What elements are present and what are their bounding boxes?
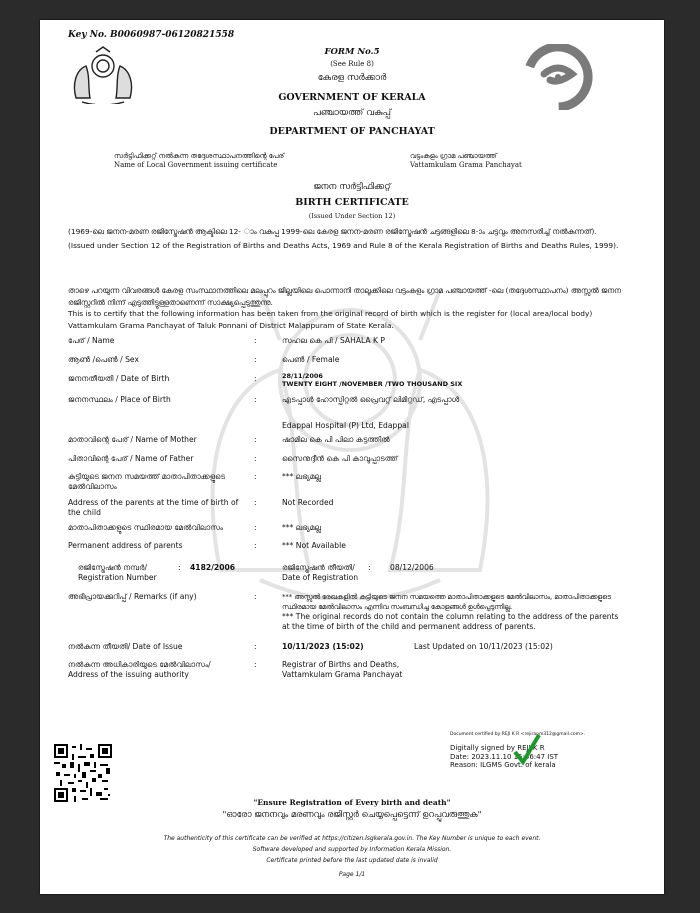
pob-en: Edappal Hospital (P) Ltd, Edappal: [282, 421, 409, 430]
footer-software: Software developed and supported by Information Kerala Mission.: [252, 846, 452, 853]
certificate-page: Key No. B0060987-06120821558 FORM No.5 (See Rule 8) കേരള സർക്കാർ GOVERNMENT OF KERALA പഞ്ചായത്ത് വകുപ്പ് DEPARTMENT OF PANCHAYAT സർട്ടിഫിക്കറ്റ് നൽകുന്ന തദ്ദേശസ്ഥാപനത്തിന്റെ പേര് Name of Local Government issuing certificate വട്ടംകുളം ഗ്രാമ പഞ്ചായത്ത് Vattamkulam Grama Panchayat ജനന സർട്ടിഫിക്കറ്റ് BIRTH CERTIFICATE (Issued Under Section 12) (1969-ലെ ജനന-മരണ രജിസ്ട്രേഷൻ ആക്ടിലെ 12- ാം വകുപ്പ 1999-ലെ കേരള ജനന-മരണ രജിസ്ട്രേഷൻ ചട്ടങ്ങളിലെ 8-ാം ചട്ടവും അനസരിച്ച് നൽകുന്നത്). (Issued under Section 12 of the Registration of Births and Deaths Acts, 1969 and Rule 8 of the Kerala Registration of Births and Deaths Rules, 1999). താഴെ പറയുന്ന വിവരങ്ങൾ കേരള സംസ്ഥാനത്തിലെ മലപ്പുറം ജില്ലയിലെ പൊന്നാനി താലൂക്കിലെ വട്ടംകുളം ഗ്രാമ പഞ്ചായത്ത്‌ -ലെ (തദ്ദേശസ്ഥാപനം) അസ്സൽ ജനന രജിസ്റ്ററിൽ നിന്ന് എടുത്തിട്ടുള്ളതാണെന്ന് സാക്ഷ്യപ്പെടുത്തുന്നു. This is to certify that the following information has been taken from the original record of birth which is the register for (local area/local body) Vattamkulam Grama Panchayat of Taluk Ponnani of District Malappuram of State Kerala. പേര് / Name : സഹല കെ പി / SAHALA K P ആൺ /പെൺ / Sex : പെൺ / Female ജനനതീയതി / Date of Birth : 28/11/2006 TWENTY EIGHT /NOVEMBER /TWO THOUSAND SIX ജനനസ്ഥലം / Place of Birth : എടപ്പാൾ ഹോസ്പിറ്റൽ പ്രൈവറ്റ് ലിമിറ്റഡ്, എടപ്പാൾ Edappal Hospital (P) Ltd, Edappal മാതാവിന്റെ പേര് / Name of Mother : ഷാമില കെ പി പിലാ കട്ടത്തിൽ പിതാവിന്റെ പേര് / Name of Father : സൈനുദ്ദീൻ കെ പി കാവുപ്പാടത്ത് കുട്ടിയുടെ ജനന സമയത്ത് മാതാപിതാക്കളുടെ മേൽവിലാസം : *** ലഭ്യമല്ല Address of the parents at the time of birth of the child : Not Recorded മാതാപിതാക്കളുടെ സ്ഥിരമായ മേൽവിലാസം : *** ലഭ്യമല്ല Permanent address of parents : *** Not Available രജിസ്ട്രേഷൻ നമ്പർ/ Registration Number : 4182/2006 രജിസ്ട്രേഷൻ തീയതി/ Date of Registration : 08/12/2006 അഭിപ്രായക്കുറിപ്പ് / Remarks (if any) : *** അസ്സൽ രേഖകളിൽ കുട്ടിയുടെ ജനന സമയത്തെ മാതാപിതാക്കളുടെ മേൽവിലാസം, മാതാപിതാക്കളുടെ സ്ഥിരമായ മേൽവിലാസം എന്നിവ സംബന്ധിച്ച കോളങ്ങൾ ഉൾപ്പെടുന്നില്ല. *** The original records do not contain the column relating to the address of the parents at the time of birth of the child and permanent address of parents. നൽകുന്ന തീയതി/ Date of Issue : 10/11/2023 (15:02) Last Updated on 10/11/2023 (15:02) നൽകുന്ന അധികാരിയുടെ മേൽവിലാസം/ Address of the issuing authority : Registrar of Births and Deaths, Vattamkulam Grama Panchayat Document certified by REJI K R <rejirapm312@gmail.com>. Digitally signed by REJI K R Date: 2023.11.10 15:56:47 IST Reason: ILGMS Govt. of kerala "Ensure Registration of Every birth and death" "ഓരോ ജനനവും മരണവും രജിസ്റ്റർ ചെയ്യപ്പെട്ടെന്ന് ഉറപ്പുവരുത്തുക" The authenticity of this certificate can be verified at https://citizen.lsgkerala.gov.in. The Key Number is unique to each event. Software developed and supported by Information Kerala Mission. Certificate printed before the last updated date is invalid Page 1/1: [40, 20, 664, 894]
intro-para-2: [68, 285, 634, 331]
dob-value: 28/11/2006: [282, 372, 323, 380]
ensure-registration-ml: "ഓരോ ജനനവും മരണവും രജിസ്റ്റർ ചെയ്യപ്പെട്ടെന്ന് ഉറപ്പുവരുത്തുക": [222, 810, 482, 820]
birth-certificate-ml: ജനന സർട്ടിഫിക്കറ്റ്: [313, 182, 391, 192]
signature-line-2: Date: 2023.11.10 15:56:47 IST: [450, 752, 559, 761]
page-number: Page 1/1: [338, 871, 366, 878]
intro-para-1: [68, 226, 634, 251]
authority-value-2: Vattamkulam Grama Panchayat: [282, 670, 403, 679]
reg-date-label-en: Date of Registration: [282, 573, 359, 582]
reg-no-label-en: Registration Number: [78, 573, 157, 582]
panchayat-dept-ml: പഞ്ചായത്ത് വകുപ്പ്: [313, 108, 391, 118]
issued-under: (Issued Under Section 12): [308, 212, 396, 220]
lg-label: [114, 152, 354, 169]
authority-label-en: Address of the issuing authority: [68, 670, 189, 679]
form-number: FORM No.5: [324, 47, 380, 57]
authority-value-1: Registrar of Births and Deaths,: [282, 660, 400, 669]
para1-ml: (1969-ലെ ജനന-മരണ രജിസ്ട്രേഷൻ ആക്ടിലെ 12- ാം വകുപ്പ 1999-ലെ കേരള ജനന-മരണ രജിസ്ട്രേഷൻ ചട്ടങ്ങളിലെ 8-ാം ചട്ടവും അനസരിച്ച് നൽകുന്നത്).: [68, 227, 597, 236]
kerala-sarkar-ml: കേരള സർക്കാർ: [317, 73, 387, 83]
remarks-ml: *** അസ്സൽ രേഖകളിൽ കുട്ടിയുടെ ജനന സമയത്തെ മാതാപിതാക്കളുടെ മേൽവിലാസം, മാതാപിതാക്കളുടെ സ്ഥിരമായ മേൽവിലാസം എന്നിവ സംബന്ധിച്ച കോളങ്ങൾ ഉൾപ്പെടുന്നില്ല.: [282, 593, 611, 611]
department-title: DEPARTMENT OF PANCHAYAT: [269, 126, 435, 137]
see-rule: (See Rule 8): [330, 60, 374, 68]
lg-name-en: Vattamkulam Grama Panchayat: [410, 161, 522, 169]
pob-ml: എടപ്പാൾ ഹോസ്പിറ്റൽ പ്രൈവറ്റ് ലിമിറ്റഡ്, എടപ്പാൾ: [282, 395, 460, 404]
ensure-registration-en: "Ensure Registration of Every birth and death": [253, 798, 451, 807]
lg-label-ml: സർട്ടിഫിക്കറ്റ് നൽകുന്ന തദ്ദേശസ്ഥാപനത്തിന്റെ പേര്: [114, 152, 285, 160]
signature-check-icon: [512, 732, 542, 766]
footer-invalid-note: Certificate printed before the last updated date is invalid: [266, 857, 438, 864]
authority-label-ml: നൽകുന്ന അധികാരിയുടെ മേൽവിലാസം/: [68, 660, 211, 669]
signature-line-3: Reason: ILGMS Govt. of kerala: [450, 761, 556, 769]
qr-code-icon[interactable]: [54, 744, 112, 802]
remarks-en: *** The original records do not contain the column relating to the address of the parents at the time of birth of the child and permanent address of parents.: [282, 612, 619, 631]
key-number: Key No. B0060987-06120821558: [68, 30, 235, 40]
lg-label-en: Name of Local Government issuing certificate: [114, 161, 278, 169]
dob-words: TWENTY EIGHT /NOVEMBER /TWO THOUSAND SIX: [282, 380, 463, 388]
birth-certificate-title: BIRTH CERTIFICATE: [295, 197, 409, 208]
para2-ml: താഴെ പറയുന്ന വിവരങ്ങൾ കേരള സംസ്ഥാനത്തിലെ മലപ്പുറം ജില്ലയിലെ പൊന്നാനി താലൂക്കിലെ വട്ടംകുളം ഗ്രാമ പഞ്ചായത്ത്‌ -ലെ (തദ്ദേശസ്ഥാപനം) അസ്സൽ ജനന രജിസ്റ്ററിൽ നിന്ന് എടുത്തിട്ടുള്ളതാണെന്ന് സാക്ഷ്യപ്പെടുത്തുന്നു.: [68, 286, 621, 307]
reg-no-label-ml: രജിസ്ട്രേഷൻ നമ്പർ/: [78, 563, 148, 572]
para1-en: (Issued under Section 12 of the Registration of Births and Deaths Acts, 1969 and Rule 8 of the Kerala Registration of Births and Deaths Rules, 1999).: [68, 240, 619, 250]
last-updated: Last Updated on 10/11/2023 (15:02): [414, 642, 553, 651]
reg-no-value: 4182/2006: [190, 563, 236, 572]
lg-name: [410, 152, 610, 169]
certified-by: Document certified by REJI K R <rejirapm312@gmail.com>.: [450, 732, 586, 737]
footer-authenticity: The authenticity of this certificate can be verified at https://citizen.lsgkerala.gov.in. The Key Number is unique to each event.: [163, 835, 541, 842]
para2-en: This is to certify that the following information has been taken from the original record of birth which is the register for (local area/local body) Vattamkulam Grama Panchayat of Taluk Ponnani of District Malappuram of State Kerala.: [68, 309, 593, 330]
reg-date-value: 08/12/2006: [390, 563, 434, 572]
reg-date-label-ml: രജിസ്ട്രേഷൻ തീയതി/: [282, 563, 355, 572]
government-title: GOVERNMENT OF KERALA: [278, 92, 426, 103]
lg-name-ml: വട്ടംകുളം ഗ്രാമ പഞ്ചായത്ത്: [410, 152, 497, 160]
signature-line-1: Digitally signed by REJI K R: [450, 744, 545, 752]
